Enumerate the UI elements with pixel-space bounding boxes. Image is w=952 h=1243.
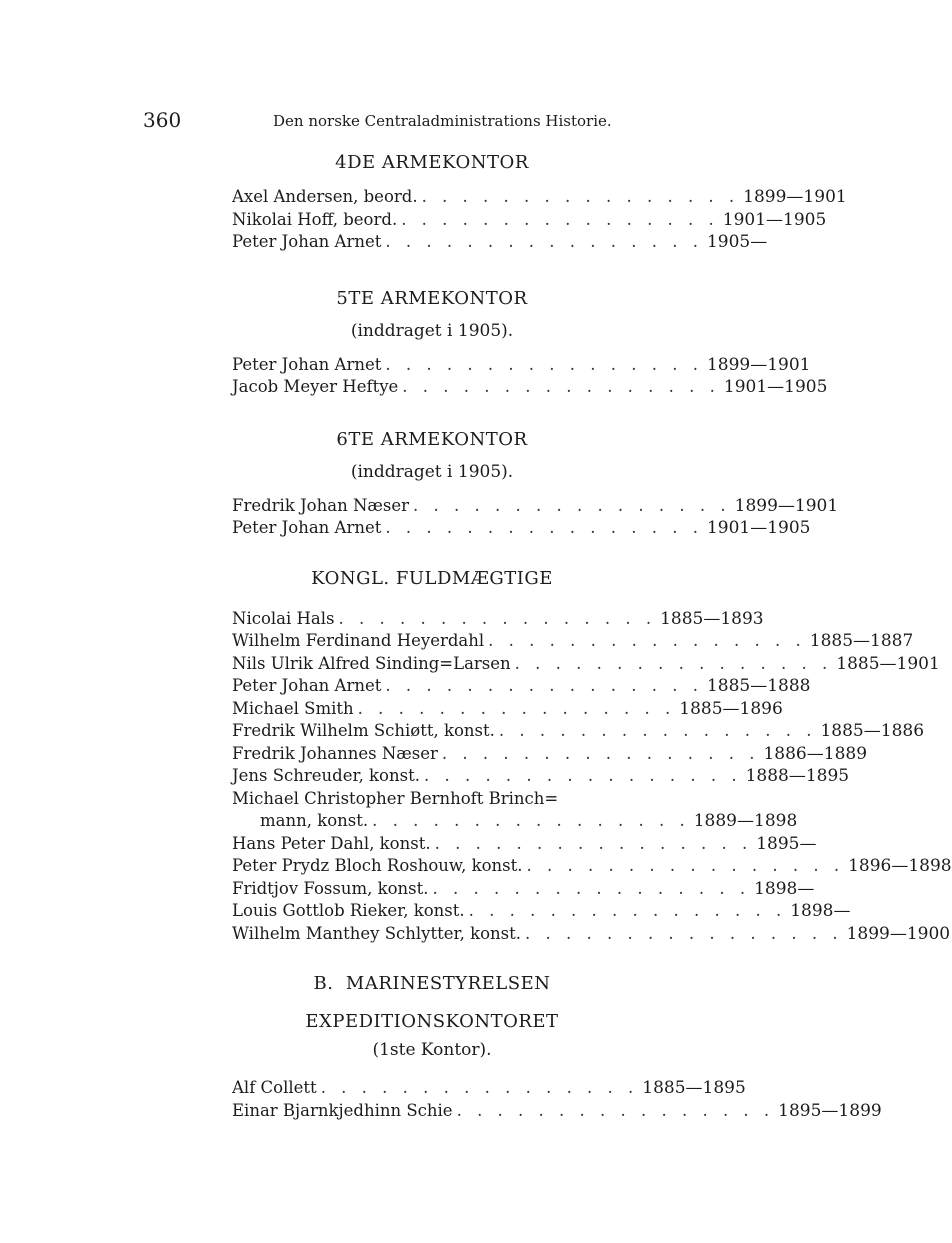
list-item: Nicolai Hals . . . . . . . . . . . . . . . . 1885—1893 — [232, 608, 764, 629]
list-item: Axel Andersen, beord. . . . . . . . . . . . . . . . . 1899—1901 — [232, 187, 847, 207]
entry-years: 1886—1889 — [763, 743, 868, 764]
entry-years: 1901—1905 — [722, 209, 827, 230]
entry-years: 1888—1895 — [745, 766, 850, 786]
entry-years: 1898— — [790, 901, 851, 921]
entry-name: Nikolai Hoff, beord. — [232, 209, 398, 229]
entry-name: Peter Johan Arnet — [232, 676, 382, 695]
section-title: B. MARINESTYRELSEN — [313, 973, 551, 994]
entry-years: 1901—1905 — [706, 518, 811, 538]
entry-name: Peter Johan Arnet — [232, 518, 382, 537]
running-title: Den norske Centraladministrations Historie. — [273, 112, 612, 130]
list-item: Michael Smith . . . . . . . . . . . . . . . . 1885—1896 — [232, 698, 783, 719]
list-item: Hans Peter Dahl, konst. . . . . . . . . . . . . . . . . 1895— — [232, 833, 632, 856]
entry-years: 1885—1895 — [642, 1078, 746, 1098]
entry-years: 1885—1901 — [836, 653, 940, 674]
list-item: Jacob Meyer Heftye . . . . . . . . . . . . . . . . 1901—1905 — [232, 377, 828, 397]
entry-name: Einar Bjarnkjedhinn Schie — [232, 1100, 453, 1120]
list-item: Nils Ulrik Alfred Sinding=Larsen . . . . . . . . . . . . . . . . 1885—1901 — [232, 653, 940, 674]
list-item: Alf Collett . . . . . . . . . . . . . . . . 1885—1895 — [232, 1078, 746, 1098]
entry-name: Hans Peter Dahl, konst. — [232, 833, 431, 853]
list-item: Peter Prydz Bloch Roshouw, konst. . . . . . . . . . . . . . . . . 1896—1898 — [232, 856, 952, 876]
entry-name: Nicolai Hals — [232, 608, 335, 628]
section-4de-armekontor — [232, 150, 847, 254]
entry-name: Fredrik Johannes Næser — [232, 743, 438, 763]
list-item-continued-line: Michael Christopher Bernhoft Brinch= — [232, 788, 559, 808]
list-item: Jens Schreuder, konst. . . . . . . . . . . . . . . . . 1888—1895 — [232, 766, 850, 786]
page-header — [143, 108, 613, 138]
entry-years: 1885—1887 — [809, 631, 914, 651]
entry-name: Nils Ulrik Alfred Sinding=Larsen — [232, 653, 511, 673]
section-heading: EXPEDITIONSKONTORET — [305, 1011, 559, 1032]
page-number: 360 — [143, 108, 182, 132]
list-item: Peter Johan Arnet . . . . . . . . . . . . . . . . 1885—1888 — [232, 676, 811, 696]
list-item: Peter Johan Arnet . . . . . . . . . . . . . . . . 1899—1901 — [232, 354, 811, 375]
entry-name: Alf Collett — [232, 1078, 317, 1097]
section-title: 4DE ARMEKONTOR — [335, 152, 529, 173]
list-item: Wilhelm Manthey Schlytter, konst. . . . . . . . . . . . . . . . . 1899—1900 — [232, 923, 951, 944]
section-title: 6TE ARMEKONTOR — [336, 428, 528, 450]
entry-name: Fridtjov Fossum, konst. — [232, 878, 429, 898]
entry-years: 1885—1896 — [679, 698, 783, 719]
entry-name: Peter Prydz Bloch Roshouw, konst. — [232, 856, 523, 875]
entry-years: 1885—1893 — [660, 608, 764, 629]
entry-years: 1899—1901 — [734, 495, 839, 516]
entry-years: 1899—1901 — [706, 354, 811, 375]
entry-name: Wilhelm Manthey Schlytter, konst. — [232, 923, 521, 943]
list-item: Louis Gottlob Rieker, konst. . . . . . . . . . . . . . . . . 1898— — [232, 900, 632, 923]
entry-name: Fredrik Wilhelm Schiøtt, konst. — [232, 721, 495, 740]
entry-name: Peter Johan Arnet — [232, 354, 382, 374]
section-subtitle: (inddraget i 1905). — [350, 320, 514, 341]
page-content — [232, 150, 952, 1122]
list-item: Wilhelm Ferdinand Heyerdahl . . . . . . . . . . . . . . . . 1885—1887 — [232, 631, 914, 651]
section-kongl-fuldmaegtige — [232, 566, 952, 946]
entry-name: Fredrik Johan Næser — [232, 495, 410, 515]
entry-years: 1905— — [706, 232, 768, 252]
section-5te-armekontor — [232, 286, 828, 399]
entry-years: 1898— — [754, 878, 815, 899]
entry-name: Axel Andersen, beord. — [232, 187, 418, 206]
section-title: KONGL. FULDMÆGTIGE — [311, 567, 553, 589]
list-item: Peter Johan Arnet . . . . . . . . . . . . . . . . 1905— — [232, 231, 632, 254]
entry-name: Jacob Meyer Heftye — [232, 377, 399, 396]
entry-years: 1895— — [756, 833, 817, 854]
entry-name: mann, konst. — [260, 811, 369, 830]
list-item: Fridtjov Fossum, konst. . . . . . . . . . . . . . . . . 1898— — [232, 878, 632, 901]
entry-years: 1885—1888 — [706, 676, 811, 696]
entry-name: Jens Schreuder, konst. — [232, 766, 420, 785]
list-item: mann, konst. . . . . . . . . . . . . . . . . 1889—1898 — [260, 811, 798, 831]
section-subtitle: (1ste Kontor). — [372, 1040, 492, 1060]
list-item: Fredrik Wilhelm Schiøtt, konst. . . . . . . . . . . . . . . . . 1885—1886 — [232, 721, 925, 741]
section-marinestyrelsen — [232, 971, 882, 1122]
list-item: Einar Bjarnkjedhinn Schie . . . . . . . . . . . . . . . . 1895—1899 — [232, 1100, 882, 1121]
entry-years: 1889—1898 — [693, 811, 798, 831]
entry-years: 1895—1899 — [778, 1100, 882, 1121]
entry-years: 1899—1900 — [846, 923, 951, 944]
entry-name: Louis Gottlob Rieker, konst. — [232, 901, 465, 920]
entry-name: Wilhelm Ferdinand Heyerdahl — [232, 631, 485, 650]
entry-name: Peter Johan Arnet — [232, 232, 382, 251]
list-item: Fredrik Johannes Næser . . . . . . . . . . . . . . . . 1886—1889 — [232, 743, 868, 764]
list-item: Peter Johan Arnet . . . . . . . . . . . . . . . . 1901—1905 — [232, 518, 811, 538]
section-6te-armekontor — [232, 427, 839, 540]
entry-years: 1899—1901 — [743, 187, 847, 207]
section-title: 5TE ARMEKONTOR — [336, 287, 528, 309]
entry-years: 1901—1905 — [723, 377, 828, 397]
list-item: Fredrik Johan Næser . . . . . . . . . . . . . . . . 1899—1901 — [232, 495, 839, 516]
section-subtitle: (inddraget i 1905). — [350, 461, 514, 482]
list-item: Nikolai Hoff, beord. . . . . . . . . . . . . . . . . 1901—1905 — [232, 209, 827, 230]
entry-name: Michael Smith — [232, 698, 354, 718]
entry-years: 1885—1886 — [820, 721, 925, 741]
entry-years: 1896—1898 — [848, 856, 952, 876]
